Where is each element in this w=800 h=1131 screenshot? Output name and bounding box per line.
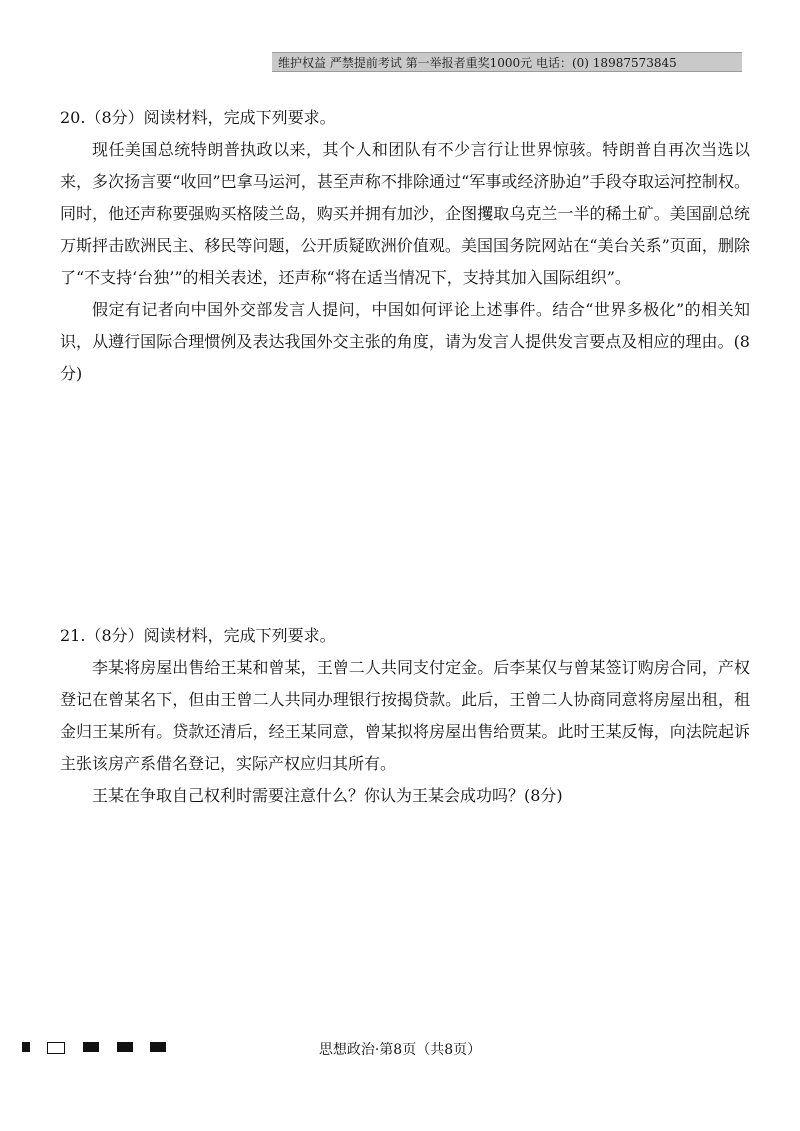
task-paragraph: 王某在争取自己权利时需要注意什么？你认为王某会成功吗？(8分) [92,786,563,805]
question-number: 20. [60,108,86,127]
anti-leak-banner: 维护权益 严禁提前考试 第一举报者重奖1000元 电话：(0) 18987573845 [272,52,742,72]
question-header [60,620,750,652]
question-20 [60,102,750,390]
material-paragraph: 现任美国总统特朗普执政以来，其个人和团队有不少言行让世界惊骇。特朗普自再次当选以来，多次扬言要“收回”巴拿马运河，甚至声称不排除通过“军事或经济胁迫”手段夺取运河控制权。同时，他还声称要强购买格陵兰岛，购买并拥有加沙，企图攫取乌克兰一半的稀土矿。美国副总统万斯抨击欧洲民主、移民等问题，公开质疑欧洲价值观。美国国务院网站在“美台关系”页面，删除了“不支持‘台独’”的相关表述，还声称“将在适当情况下，支持其加入国际组织”。 [60,140,750,287]
question-score: （8分） [85,108,144,127]
page-footer [0,1038,800,1062]
material-paragraph: 李某将房屋出售给王某和曾某，王曾二人共同支付定金。后李某仅与曾某签订购房合同，产权登记在曾某名下，但由王曾二人共同办理银行按揭贷款。此后，王曾二人协商同意将房屋出租，租金归王某所有。贷款还清后，经王某同意，曾某拟将房屋出售给贾某。此时王某反悔，向法院起诉主张该房产系借名登记，实际产权应归其所有。 [60,658,750,773]
task-paragraph: 假定有记者向中国外交部发言人提问，中国如何评论上述事件。结合“世界多极化”的相关知识，从遵行国际合理惯例及表达我国外交主张的角度，请为发言人提供发言要点及相应的理由。(8分) [60,300,750,383]
question-instruction: 阅读材料，完成下列要求。 [143,626,336,645]
page-number-label: 思想政治·第8页（共8页） [318,1042,482,1058]
question-instruction: 阅读材料，完成下列要求。 [143,108,336,127]
question-header [60,102,750,134]
question-number: 21. [60,626,86,645]
question-score: （8分） [85,626,144,645]
question-21 [60,620,750,812]
